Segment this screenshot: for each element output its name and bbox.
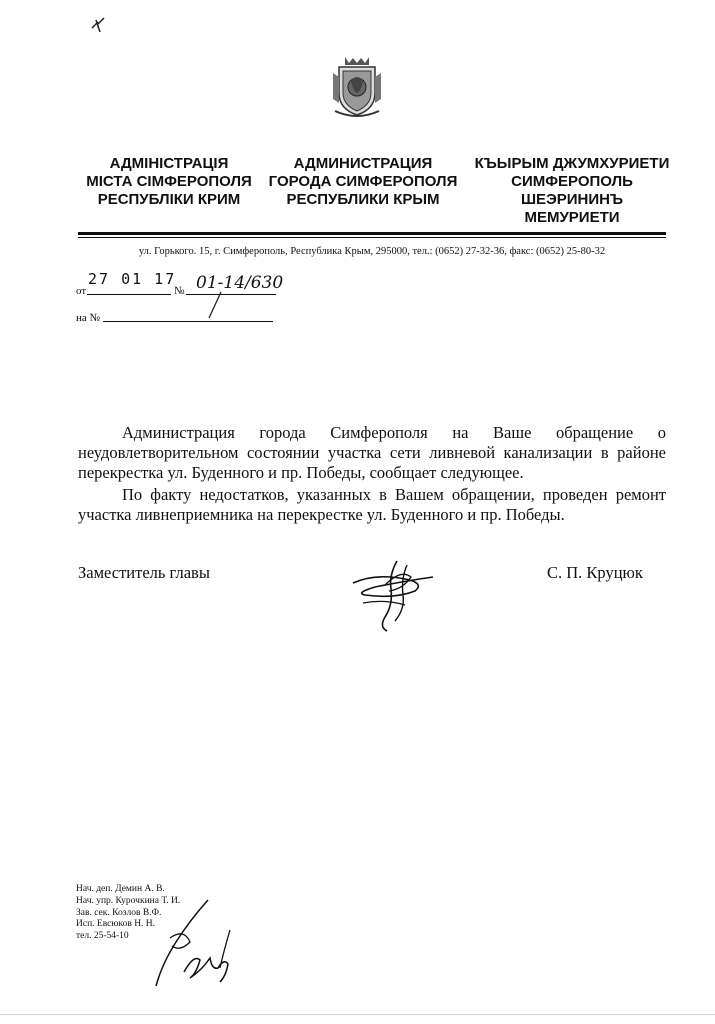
header-russian-line: ГОРОДА СИМФЕРОПОЛЯ: [268, 173, 458, 190]
number-underline: [186, 294, 276, 295]
note-line: Зав. сек. Козлов В.Ф.: [76, 907, 162, 918]
crimea-coat-of-arms-icon: [331, 55, 383, 117]
header-rule-thin: [78, 237, 666, 238]
date-label: от: [76, 285, 87, 297]
number-label: №: [174, 285, 185, 297]
scan-edge-mark: [0, 1014, 715, 1015]
handwritten-signature: [345, 555, 440, 635]
header-crimean-tatar: [467, 155, 677, 227]
date-underline: [87, 294, 171, 295]
note-line: тел. 25-54-10: [76, 931, 129, 942]
body-paragraph-1: Администрация города Симферополя на Ваше обращение о неудовлетворительном состоянии участка сети ливневой канализации в районе перекрестка ул. Буденного и пр. Победы, сообщает следующее.: [78, 423, 666, 482]
note-line: Нач. деп. Демин А. В.: [76, 884, 165, 894]
header-ukrainian-line: РЕСПУБЛІКИ КРИМ: [97, 191, 241, 208]
header-ukrainian-line: МІСТА СІМФЕРОПОЛЯ: [86, 173, 252, 190]
header-russian-line: РЕСПУБЛИКИ КРЫМ: [286, 191, 440, 208]
header-russian: [258, 155, 468, 209]
outgoing-number: 01-14/630: [196, 273, 284, 293]
header-crimean-tatar-line: СИМФЕРОПОЛЬ: [511, 173, 633, 190]
date-stamp: 27 01 17: [88, 270, 177, 288]
header-crimean-tatar-line: КЪЫРЫМ ДЖУМХУРИЕТИ: [474, 155, 670, 172]
reference-label: на №: [76, 312, 101, 324]
address-line: ул. Горького. 15, г. Симферополь, Республика Крым, 295000, тел.: (0652) 27-32-36, факс: (0652) 25-80-32: [138, 246, 606, 257]
header-ukrainian-line: АДМІНІСТРАЦІЯ: [109, 155, 229, 172]
approval-signature: [150, 898, 245, 993]
header-russian-line: АДМИНИСТРАЦИЯ: [293, 155, 433, 172]
signatory-role: Заместитель главы: [78, 563, 210, 582]
body-paragraph-2: По факту недостатков, указанных в Вашем обращении, проведен ремонт участка ливнеприемника на перекрестке ул. Буденного и пр. Победы.: [78, 485, 666, 524]
note-line: Исп. Евсюков Н. Н.: [76, 919, 156, 930]
header-crimean-tatar-line: ШЕЭРИНИНЪ: [520, 191, 624, 208]
signatory-name: С. П. Круцюк: [547, 563, 643, 582]
header-rule-thick: [78, 232, 666, 235]
header-ukrainian: [64, 155, 274, 209]
note-line: Нач. упр. Курочкина Т. И.: [76, 895, 181, 906]
corner-pen-mark: [90, 16, 106, 36]
header-crimean-tatar-line: МЕМУРИЕТИ: [524, 209, 620, 226]
handwritten-stroke: [205, 290, 225, 320]
reference-underline: [103, 321, 273, 322]
